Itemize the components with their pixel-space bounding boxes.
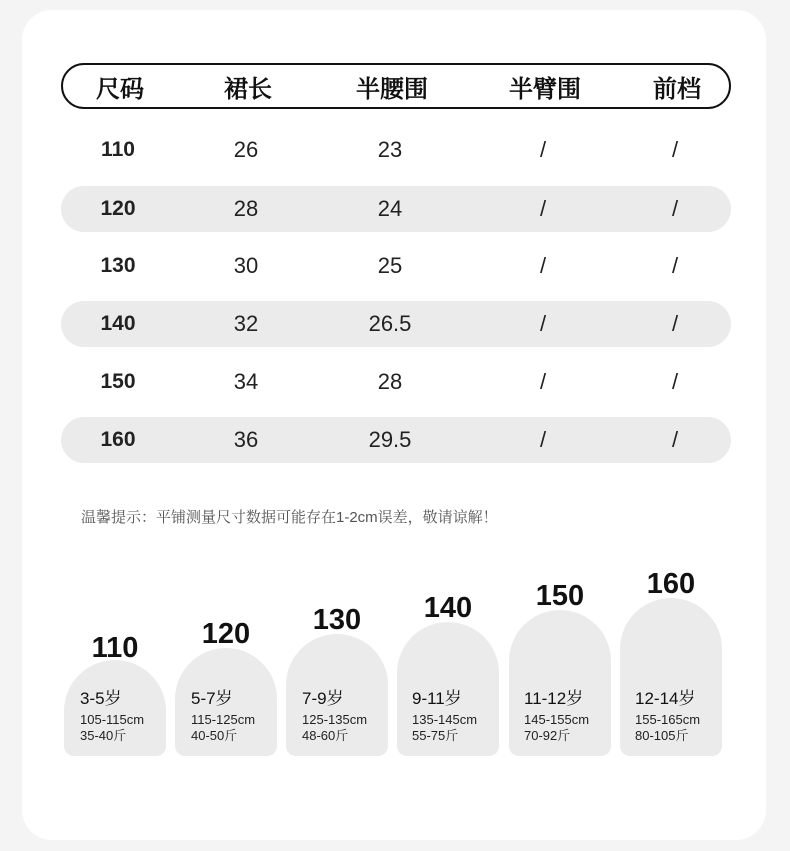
cell-size: 110 bbox=[101, 138, 135, 161]
table-row bbox=[61, 243, 731, 289]
cell-front-rise: / bbox=[671, 253, 679, 278]
table-row bbox=[61, 359, 731, 405]
size-card-weight: 80-105斤 bbox=[635, 728, 689, 743]
table-row bbox=[61, 186, 731, 232]
cell-front-rise: / bbox=[671, 196, 679, 221]
size-card-height: 125-135cm bbox=[302, 712, 368, 727]
cell-half-arm: / bbox=[539, 137, 547, 162]
size-card-height: 105-115cm bbox=[80, 712, 145, 727]
size-card-height: 155-165cm bbox=[635, 712, 701, 727]
cell-half-arm: / bbox=[539, 427, 547, 452]
cell-half-arm: / bbox=[539, 253, 547, 278]
table-row bbox=[61, 301, 731, 347]
cell-skirt-length: 34 bbox=[233, 369, 259, 394]
size-card-height: 135-145cm bbox=[412, 712, 478, 727]
header-skirt-length: 裙长 bbox=[224, 75, 272, 103]
size-card-height: 145-155cm bbox=[524, 712, 590, 727]
cell-half-waist: 25 bbox=[377, 253, 403, 278]
size-card-size: 150 bbox=[535, 580, 585, 612]
header-half-arm: 半臂围 bbox=[509, 75, 581, 103]
size-card-weight: 40-50斤 bbox=[191, 728, 238, 743]
size-card-age: 9-11岁 bbox=[412, 689, 462, 708]
size-card-weight: 70-92斤 bbox=[524, 728, 571, 743]
cell-half-arm: / bbox=[539, 369, 547, 394]
measurement-note: 温馨提示：平铺测量尺寸数据可能存在1-2cm误差，敬请谅解！ bbox=[81, 509, 498, 526]
size-card-size: 130 bbox=[312, 604, 362, 636]
cell-front-rise: / bbox=[671, 427, 679, 452]
cell-half-waist: 24 bbox=[377, 196, 403, 221]
cell-half-waist: 29.5 bbox=[368, 427, 412, 452]
size-card-weight: 35-40斤 bbox=[80, 728, 127, 743]
size-card-weight: 55-75斤 bbox=[412, 728, 459, 743]
cell-skirt-length: 26 bbox=[233, 137, 259, 162]
size-card-age: 12-14岁 bbox=[635, 689, 696, 708]
cell-size: 130 bbox=[100, 254, 136, 277]
cell-front-rise: / bbox=[671, 137, 679, 162]
cell-skirt-length: 28 bbox=[233, 196, 259, 221]
cell-half-arm: / bbox=[539, 196, 547, 221]
size-card-size: 140 bbox=[423, 592, 473, 624]
cell-size: 160 bbox=[100, 428, 136, 451]
cell-size: 150 bbox=[100, 370, 136, 393]
header-size: 尺码 bbox=[96, 75, 144, 103]
cell-skirt-length: 36 bbox=[233, 427, 259, 452]
cell-half-waist: 28 bbox=[377, 369, 403, 394]
size-card-age: 3-5岁 bbox=[80, 689, 122, 708]
cell-size: 120 bbox=[100, 197, 136, 220]
size-card-age: 5-7岁 bbox=[191, 689, 233, 708]
size-card-size: 110 bbox=[91, 632, 139, 664]
size-card-size: 120 bbox=[201, 618, 251, 650]
header-half-waist: 半腰围 bbox=[356, 75, 428, 103]
size-card-age: 7-9岁 bbox=[302, 689, 344, 708]
size-card-age: 11-12岁 bbox=[524, 689, 584, 708]
size-card-weight: 48-60斤 bbox=[302, 728, 349, 743]
table-row bbox=[61, 127, 731, 173]
cell-half-waist: 26.5 bbox=[368, 311, 412, 336]
table-header bbox=[61, 63, 731, 109]
cell-skirt-length: 32 bbox=[233, 311, 259, 336]
cell-front-rise: / bbox=[671, 311, 679, 336]
table-row bbox=[61, 417, 731, 463]
cell-half-waist: 23 bbox=[377, 137, 403, 162]
header-front-rise: 前档 bbox=[653, 75, 701, 103]
cell-half-arm: / bbox=[539, 311, 547, 336]
cell-front-rise: / bbox=[671, 369, 679, 394]
cell-skirt-length: 30 bbox=[233, 253, 259, 278]
size-card-height: 115-125cm bbox=[191, 712, 256, 727]
size-card-size: 160 bbox=[646, 568, 696, 600]
cell-size: 140 bbox=[100, 312, 136, 335]
